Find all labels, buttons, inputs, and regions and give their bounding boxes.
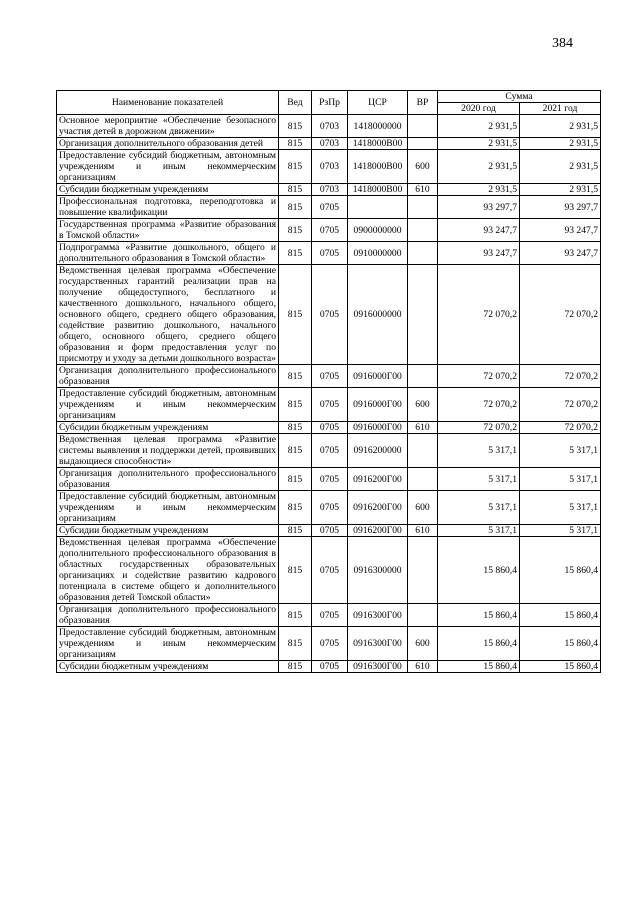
table-row xyxy=(57,265,601,365)
row-name: Субсидии бюджетным учреждениям xyxy=(57,422,279,434)
row-sum-2020: 93 297,7 xyxy=(438,196,520,219)
row-csr: 0916300Г00 xyxy=(348,604,408,627)
row-vr xyxy=(408,219,438,242)
row-rzpr: 0705 xyxy=(312,491,348,525)
row-csr: 1418000В00 xyxy=(348,138,408,150)
header-name: Наименование показателей xyxy=(57,91,279,115)
table-row xyxy=(57,627,601,661)
row-sum-2020: 93 247,7 xyxy=(438,242,520,265)
row-csr: 0916300000 xyxy=(348,537,408,604)
header-ved: Вед xyxy=(279,91,312,115)
row-ved: 815 xyxy=(279,115,312,138)
row-sum-2020: 72 070,2 xyxy=(438,265,520,365)
row-name: Ведомственная целевая программа «Обеспечение дополнительного профессионального образования в областных государственных образовательных организациях и содействие развитию кадрового потенциала в системе общего и дополнительного образования детей Томской области» xyxy=(57,537,279,604)
row-vr xyxy=(408,434,438,468)
row-vr xyxy=(408,468,438,491)
row-ved: 815 xyxy=(279,627,312,661)
table-body xyxy=(57,115,601,673)
row-sum-2021: 15 860,4 xyxy=(520,604,601,627)
row-csr: 0916000000 xyxy=(348,265,408,365)
row-sum-2021: 5 317,1 xyxy=(520,434,601,468)
row-sum-2020: 15 860,4 xyxy=(438,537,520,604)
row-name: Субсидии бюджетным учреждениям xyxy=(57,184,279,196)
row-rzpr: 0705 xyxy=(312,661,348,673)
row-rzpr: 0705 xyxy=(312,219,348,242)
row-name: Ведомственная целевая программа «Развитие системы выявления и поддержки детей, проявивших выдающиеся способности» xyxy=(57,434,279,468)
row-vr: 610 xyxy=(408,184,438,196)
table-row xyxy=(57,138,601,150)
row-ved: 815 xyxy=(279,604,312,627)
row-name: Организация дополнительного профессионального образования xyxy=(57,604,279,627)
row-ved: 815 xyxy=(279,265,312,365)
row-rzpr: 0705 xyxy=(312,604,348,627)
table-row xyxy=(57,115,601,138)
table-row xyxy=(57,661,601,673)
row-csr: 0910000000 xyxy=(348,242,408,265)
table-row xyxy=(57,491,601,525)
row-sum-2021: 5 317,1 xyxy=(520,468,601,491)
row-rzpr: 0705 xyxy=(312,434,348,468)
table-row xyxy=(57,365,601,388)
row-csr: 0916200Г00 xyxy=(348,468,408,491)
row-ved: 815 xyxy=(279,525,312,537)
row-csr: 0916200Г00 xyxy=(348,491,408,525)
row-sum-2021: 72 070,2 xyxy=(520,422,601,434)
table-row xyxy=(57,219,601,242)
header-rzpr: РзПр xyxy=(312,91,348,115)
row-sum-2020: 5 317,1 xyxy=(438,525,520,537)
row-ved: 815 xyxy=(279,196,312,219)
row-name: Основное мероприятие «Обеспечение безопасного участия детей в дорожном движении» xyxy=(57,115,279,138)
page-number: 384 xyxy=(552,36,573,51)
row-sum-2020: 72 070,2 xyxy=(438,365,520,388)
row-ved: 815 xyxy=(279,150,312,184)
row-name: Предоставление субсидий бюджетным, автономным учреждениям и иным некоммерческим организациям xyxy=(57,627,279,661)
row-name: Организация дополнительного профессионального образования xyxy=(57,468,279,491)
row-sum-2020: 2 931,5 xyxy=(438,184,520,196)
row-sum-2020: 15 860,4 xyxy=(438,661,520,673)
table-row xyxy=(57,525,601,537)
row-name: Организация дополнительного образования детей xyxy=(57,138,279,150)
row-vr: 610 xyxy=(408,525,438,537)
row-ved: 815 xyxy=(279,434,312,468)
row-csr: 0916000Г00 xyxy=(348,365,408,388)
row-vr: 610 xyxy=(408,661,438,673)
header-year-2021: 2021 год xyxy=(520,103,601,115)
row-name: Организация дополнительного профессионального образования xyxy=(57,365,279,388)
row-sum-2020: 2 931,5 xyxy=(438,138,520,150)
row-ved: 815 xyxy=(279,219,312,242)
row-csr: 0916000Г00 xyxy=(348,422,408,434)
row-vr: 600 xyxy=(408,627,438,661)
row-sum-2020: 2 931,5 xyxy=(438,115,520,138)
row-sum-2020: 72 070,2 xyxy=(438,422,520,434)
row-sum-2020: 15 860,4 xyxy=(438,627,520,661)
table-row xyxy=(57,434,601,468)
row-ved: 815 xyxy=(279,242,312,265)
row-ved: 815 xyxy=(279,491,312,525)
budget-table xyxy=(56,90,601,673)
row-sum-2021: 15 860,4 xyxy=(520,661,601,673)
row-csr: 0916300Г00 xyxy=(348,661,408,673)
row-ved: 815 xyxy=(279,661,312,673)
row-csr xyxy=(348,196,408,219)
row-sum-2020: 5 317,1 xyxy=(438,491,520,525)
row-sum-2021: 5 317,1 xyxy=(520,491,601,525)
table-row xyxy=(57,388,601,422)
row-name: Субсидии бюджетным учреждениям xyxy=(57,525,279,537)
table-row xyxy=(57,537,601,604)
table-row xyxy=(57,604,601,627)
row-csr: 0900000000 xyxy=(348,219,408,242)
row-sum-2020: 2 931,5 xyxy=(438,150,520,184)
row-sum-2020: 5 317,1 xyxy=(438,468,520,491)
row-csr: 0916200000 xyxy=(348,434,408,468)
row-csr: 1418000В00 xyxy=(348,184,408,196)
row-sum-2021: 93 297,7 xyxy=(520,196,601,219)
row-sum-2021: 2 931,5 xyxy=(520,138,601,150)
row-ved: 815 xyxy=(279,422,312,434)
row-sum-2021: 93 247,7 xyxy=(520,219,601,242)
row-sum-2020: 5 317,1 xyxy=(438,434,520,468)
row-rzpr: 0703 xyxy=(312,184,348,196)
row-name: Профессиональная подготовка, переподготовка и повышение квалификации xyxy=(57,196,279,219)
row-csr: 0916200Г00 xyxy=(348,525,408,537)
row-rzpr: 0705 xyxy=(312,242,348,265)
row-vr: 600 xyxy=(408,491,438,525)
row-sum-2021: 93 247,7 xyxy=(520,242,601,265)
row-name: Предоставление субсидий бюджетным, автономным учреждениям и иным некоммерческим организациям xyxy=(57,150,279,184)
row-ved: 815 xyxy=(279,537,312,604)
row-sum-2020: 93 247,7 xyxy=(438,219,520,242)
row-name: Предоставление субсидий бюджетным, автономным учреждениям и иным некоммерческим организациям xyxy=(57,388,279,422)
row-vr: 600 xyxy=(408,150,438,184)
row-sum-2021: 5 317,1 xyxy=(520,525,601,537)
row-name: Подпрограмма «Развитие дошкольного, общего и дополнительного образования в Томской области» xyxy=(57,242,279,265)
row-rzpr: 0703 xyxy=(312,150,348,184)
table-row xyxy=(57,242,601,265)
header-csr: ЦСР xyxy=(348,91,408,115)
row-name: Предоставление субсидий бюджетным, автономным учреждениям и иным некоммерческим организациям xyxy=(57,491,279,525)
row-sum-2021: 2 931,5 xyxy=(520,115,601,138)
row-csr: 0916300Г00 xyxy=(348,627,408,661)
row-rzpr: 0705 xyxy=(312,422,348,434)
row-sum-2021: 72 070,2 xyxy=(520,388,601,422)
row-sum-2020: 72 070,2 xyxy=(438,388,520,422)
row-vr xyxy=(408,265,438,365)
row-vr xyxy=(408,537,438,604)
table-row xyxy=(57,468,601,491)
row-sum-2021: 2 931,5 xyxy=(520,184,601,196)
table-row xyxy=(57,196,601,219)
row-ved: 815 xyxy=(279,468,312,491)
row-name: Ведомственная целевая программа «Обеспечение государственных гарантий реализации прав на получение общедоступного, бесплатного и качественного дошкольного, начального общего, основного общего, среднего общего образования, содействие развитию дошкольного, начального общего, основного общего, среднего общего образования и форм предоставления услуг по присмотру и уходу за детьми дошкольного возраста» xyxy=(57,265,279,365)
row-vr: 600 xyxy=(408,388,438,422)
row-rzpr: 0703 xyxy=(312,115,348,138)
header-vr: ВР xyxy=(408,91,438,115)
table-row xyxy=(57,422,601,434)
row-vr xyxy=(408,138,438,150)
row-vr: 610 xyxy=(408,422,438,434)
row-rzpr: 0705 xyxy=(312,388,348,422)
row-sum-2021: 72 070,2 xyxy=(520,265,601,365)
row-vr xyxy=(408,115,438,138)
row-rzpr: 0705 xyxy=(312,525,348,537)
row-name: Субсидии бюджетным учреждениям xyxy=(57,661,279,673)
row-vr xyxy=(408,604,438,627)
row-rzpr: 0705 xyxy=(312,627,348,661)
row-sum-2021: 72 070,2 xyxy=(520,365,601,388)
row-ved: 815 xyxy=(279,184,312,196)
row-name: Государственная программа «Развитие образования в Томской области» xyxy=(57,219,279,242)
row-ved: 815 xyxy=(279,365,312,388)
row-csr: 0916000Г00 xyxy=(348,388,408,422)
header-sum: Сумма xyxy=(438,91,601,103)
row-csr: 1418000В00 xyxy=(348,150,408,184)
table-row xyxy=(57,184,601,196)
header-year-2020: 2020 год xyxy=(438,103,520,115)
row-sum-2021: 2 931,5 xyxy=(520,150,601,184)
row-csr: 1418000000 xyxy=(348,115,408,138)
row-sum-2021: 15 860,4 xyxy=(520,537,601,604)
row-rzpr: 0705 xyxy=(312,537,348,604)
row-ved: 815 xyxy=(279,388,312,422)
row-vr xyxy=(408,196,438,219)
table-row xyxy=(57,150,601,184)
row-vr xyxy=(408,365,438,388)
row-sum-2020: 15 860,4 xyxy=(438,604,520,627)
row-rzpr: 0705 xyxy=(312,365,348,388)
row-rzpr: 0703 xyxy=(312,138,348,150)
row-sum-2021: 15 860,4 xyxy=(520,627,601,661)
row-rzpr: 0705 xyxy=(312,265,348,365)
row-vr xyxy=(408,242,438,265)
row-rzpr: 0705 xyxy=(312,196,348,219)
row-ved: 815 xyxy=(279,138,312,150)
row-rzpr: 0705 xyxy=(312,468,348,491)
